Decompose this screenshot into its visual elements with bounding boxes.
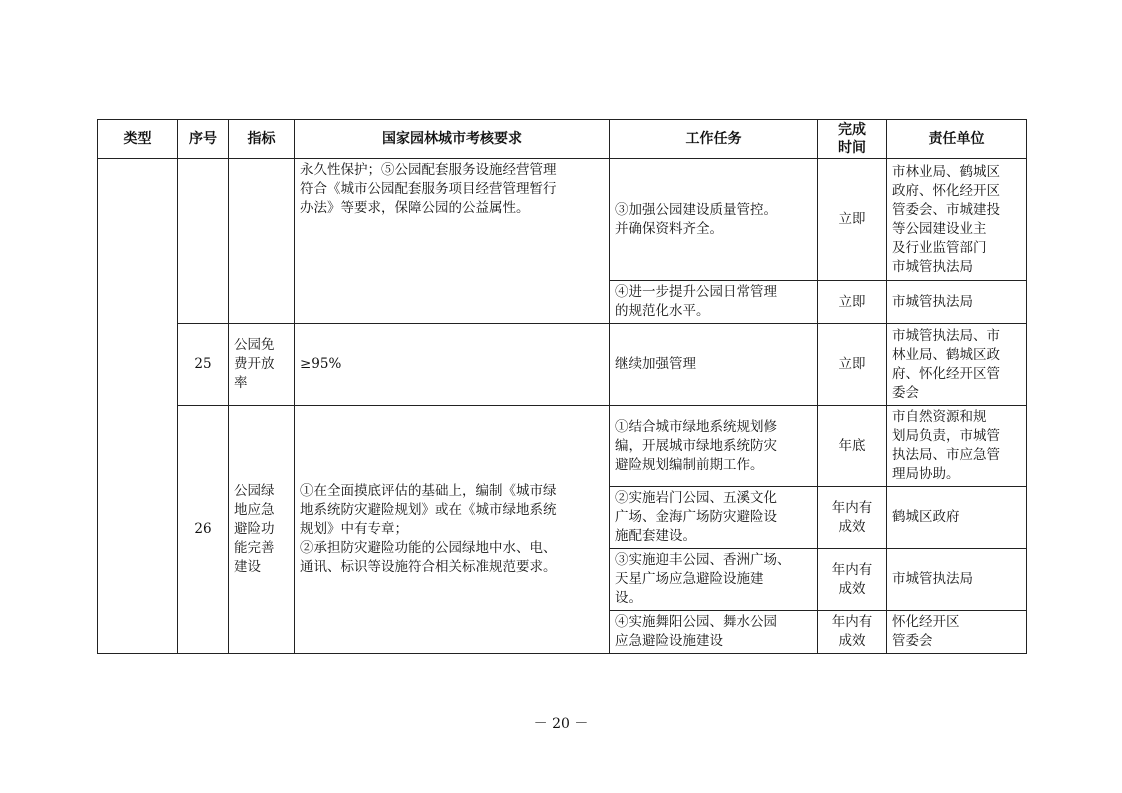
time-line: 年内有	[831, 499, 873, 516]
task-cell	[610, 611, 818, 654]
seq-cell-25: 25	[178, 324, 229, 406]
header-unit: 责任单位	[887, 120, 1027, 159]
unit-cell	[887, 611, 1027, 654]
unit-cell: 市城管执法局	[887, 549, 1027, 611]
indicator-cell-26	[229, 406, 295, 654]
header-row	[98, 120, 1027, 159]
unit-line: 管委会	[892, 633, 933, 649]
header-indicator: 指标	[229, 120, 295, 159]
indicator-cell-25	[229, 324, 295, 406]
requirement-line: 通讯、标识等设施符合相关标准规范要求。	[300, 559, 557, 575]
indicator-cell-cont	[229, 159, 295, 324]
requirement-cell-25: ≥95%	[295, 324, 610, 406]
unit-line: 林业局、鹤城区政	[892, 346, 1000, 363]
unit-line: 市城管执法局	[892, 258, 973, 275]
unit-line: 划局负责，市城管	[892, 428, 1000, 444]
header-task: 工作任务	[610, 120, 818, 159]
task-line: ③加强公园建设质量管控。	[615, 201, 777, 218]
requirement-line: ①在全面摸底评估的基础上，编制《城市绿	[300, 483, 557, 499]
task-line: 设。	[615, 590, 642, 606]
indicator-line: 能完善	[234, 540, 275, 556]
unit-line: 理局协助。	[892, 466, 960, 482]
task-cell	[610, 159, 818, 281]
task-line: 施配套建设。	[615, 528, 696, 544]
time-cell: 立即	[818, 324, 887, 406]
task-cell: 继续加强管理	[610, 324, 818, 406]
task-line: 编，开展城市绿地系统防灾	[615, 437, 777, 454]
requirement-line: 永久性保护；⑤公园配套服务设施经营管理	[300, 162, 557, 178]
task-line: ③实施迎丰公园、香洲广场、	[615, 552, 791, 568]
requirement-line: 地系统防灾避险规划》或在《城市绿地系统	[300, 502, 557, 518]
time-cell	[818, 487, 887, 549]
type-cell	[98, 159, 178, 654]
requirement-line: 符合《城市公园配套服务项目经营管理暂行	[300, 181, 557, 197]
header-time-line2: 时间	[838, 140, 866, 156]
time-line: 成效	[838, 518, 866, 535]
task-line: 避险规划编制前期工作。	[615, 456, 764, 473]
unit-line: 等公园建设业主	[892, 220, 987, 237]
task-line: ④进一步提升公园日常管理	[615, 284, 777, 300]
requirement-line: 办法》等要求，保障公园的公益属性。	[300, 200, 530, 216]
task-cell	[610, 549, 818, 611]
seq-cell-26: 26	[178, 406, 229, 654]
task-line: ④实施舞阳公园、舞水公园	[615, 614, 777, 630]
requirement-cell-26	[295, 406, 610, 654]
header-time-line1: 完成	[838, 122, 866, 138]
assessment-table	[97, 119, 1027, 654]
time-cell: 年底	[818, 406, 887, 487]
unit-line: 政府、怀化经开区	[892, 182, 1000, 199]
task-cell	[610, 281, 818, 324]
task-cell	[610, 487, 818, 549]
unit-line: 市自然资源和规	[892, 409, 987, 425]
time-cell: 立即	[818, 159, 887, 281]
indicator-line: 率	[234, 375, 248, 391]
task-line: 并确保资料齐全。	[615, 220, 723, 237]
time-line: 年内有	[831, 561, 873, 578]
table-row	[98, 159, 1027, 281]
indicator-line: 地应急	[234, 502, 275, 518]
time-line: 年内有	[831, 614, 873, 630]
unit-line: 市城管执法局、市	[892, 327, 1000, 344]
unit-line: 管委会、市城建投	[892, 201, 1000, 218]
header-seq: 序号	[178, 120, 229, 159]
time-cell: 立即	[818, 281, 887, 324]
unit-line: 怀化经开区	[892, 614, 960, 630]
requirement-line: 规划》中有专章；	[300, 521, 408, 537]
time-line: 成效	[838, 633, 866, 649]
time-cell	[818, 611, 887, 654]
task-line: 的规范化水平。	[615, 303, 710, 319]
indicator-line: 公园绿	[234, 483, 275, 499]
task-line: ①结合城市绿地系统规划修	[615, 418, 777, 435]
indicator-line: 避险功	[234, 521, 275, 537]
seq-cell-cont	[178, 159, 229, 324]
task-line: 应急避险设施建设	[615, 633, 723, 649]
table-row	[98, 406, 1027, 487]
indicator-line: 建设	[234, 559, 261, 575]
unit-cell: 鹤城区政府	[887, 487, 1027, 549]
table-row	[98, 324, 1027, 406]
indicator-line: 公园免	[234, 337, 275, 353]
task-line: 天星广场应急避险设施建	[615, 571, 764, 587]
unit-line: 执法局、市应急管	[892, 447, 1000, 463]
task-line: ②实施岩门公园、五溪文化	[615, 490, 777, 506]
requirement-line: ②承担防灾避险功能的公园绿地中水、电、	[300, 540, 557, 556]
header-type: 类型	[98, 120, 178, 159]
requirement-cell-cont	[295, 159, 610, 324]
header-requirement: 国家园林城市考核要求	[295, 120, 610, 159]
unit-cell	[887, 324, 1027, 406]
unit-cell	[887, 406, 1027, 487]
header-time	[818, 120, 887, 159]
time-line: 成效	[838, 580, 866, 597]
time-cell	[818, 549, 887, 611]
unit-cell: 市城管执法局	[887, 281, 1027, 324]
indicator-line: 费开放	[234, 356, 275, 372]
task-cell	[610, 406, 818, 487]
task-line: 广场、金海广场防灾避险设	[615, 509, 777, 525]
unit-line: 市林业局、鹤城区	[892, 163, 1000, 180]
unit-line: 委会	[892, 384, 919, 401]
page-number: － 20 －	[533, 716, 589, 732]
unit-cell	[887, 159, 1027, 281]
unit-line: 及行业监管部门	[892, 239, 987, 256]
unit-line: 府、怀化经开区管	[892, 365, 1000, 382]
